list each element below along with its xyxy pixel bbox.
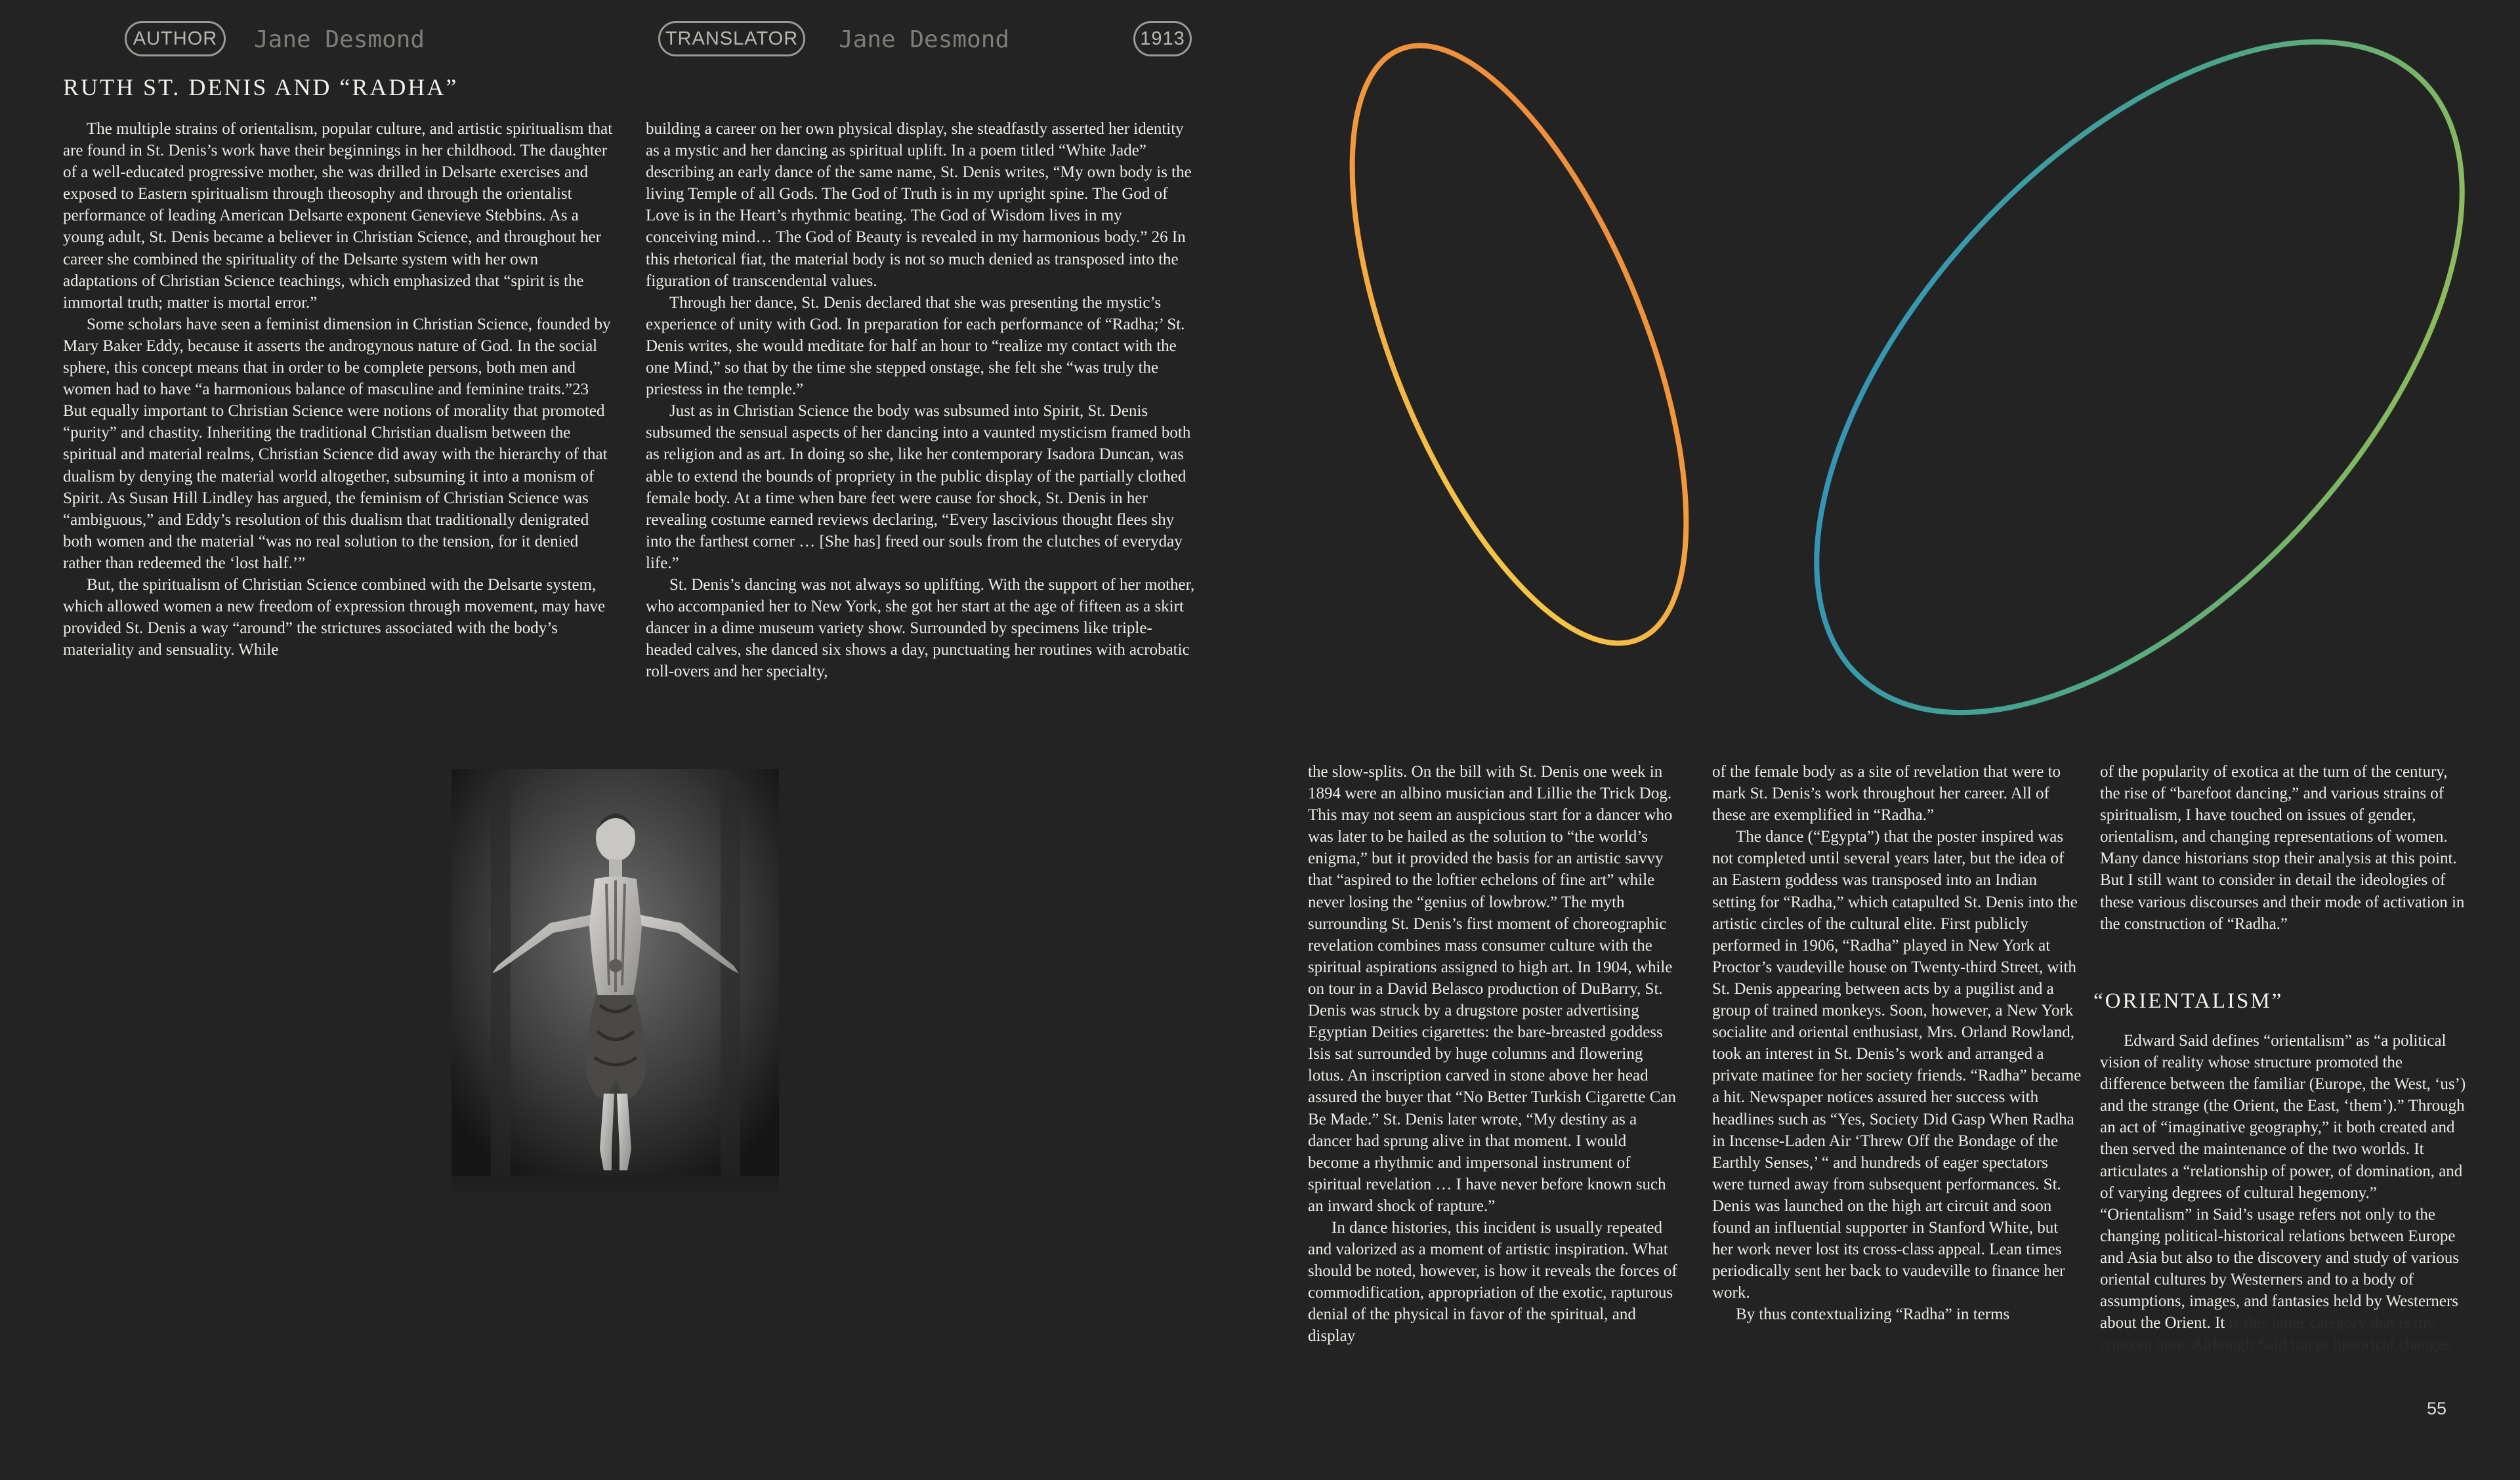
green-blue-ring — [1699, 0, 2520, 827]
paragraph: the slow-splits. On the bill with St. Denis one week in 1894 were an albino musician and Lillie the Trick Dog. This may not seem an auspicious start for a dancer who was later to be hailed as the solution to “the world’s enigma,” but it provided the basis for an artistic savvy that “aspired to the loftier echelons of fine art” while never losing the “genius of lowbrow.” The myth surrounding St. Denis’s first moment of choreographic revelation combines mass consumer culture with the spiritual aspirations assigned to high art. In 1904, while on tour in a David Belasco production of DuBarry, St. Denis was struck by a drugstore poster advertising Egyptian Deities cigarettes: the bare-breasted goddess Isis sat surrounded by huge columns and flowering lotus. An inscription carved in stone above her head assured the buyer that “No Better Turkish Cigarette Can Be Made.” St. Denis later wrote, “My destiny as a dancer had sprung alive in that moment. I would become a rhythmic and impersonal instrument of spiritual revelation … I have never before known such an inward shock of rapture.” — [1308, 763, 1676, 1215]
paragraph-faded-text: is this latter category that is my concern here. Although Said traces historical changes — [2100, 1314, 2452, 1354]
paragraph: In dance histories, this incident is usually repeated and valorized as a moment of artistic inspiration. What should be noted, however, is how it reveals the forces of commodification, appropriation of the exotic, rapturous denial of the physical in favor of the spiritual, and display — [1308, 1218, 1677, 1346]
text-column-5 — [2100, 761, 2469, 935]
text-column-3 — [1308, 761, 1677, 1347]
text-column-4 — [1712, 761, 2082, 1325]
paragraph-visible-text: Edward Said defines “orientalism” as “a political vision of reality whose structure promoted the difference between the familiar (Europe, the West, ‘us’) and the strange (the Orient, the East, ‘them’).” Through an act of “imaginative geography,” it both created and then served the maintenance of the two worlds. It articulates a “relationship of power, of domination, and of varying degrees of cultural hegemony.” “Orientalism” in Said’s usage refers not only to the changing political-historical relations between Europe and Asia but also to the discovery and study of various oriental cultures by Westerners and to a body of assumptions, images, and fantasies held by Westerners about the Orient. It — [2100, 1032, 2466, 1332]
paragraph: Through her dance, St. Denis declared that she was presenting the mystic’s experience of unity with God. In preparation for each performance of “Radha;’ St. Denis writes, she would meditate for half an hour to “realize my contact with the one Mind,” so that by the time she stepped onstage, she felt she “was truly the priestess in the temple.” — [646, 293, 1185, 399]
paragraph: of the female body as a site of revelation that were to mark St. Denis’s work throughout her career. All of these are exemplified in “Radha.” — [1712, 763, 2061, 825]
translator-badge: TRANSLATOR — [658, 21, 805, 56]
page-number: 55 — [2427, 1399, 2447, 1418]
author-name: Jane Desmond — [254, 26, 425, 53]
orange-ring — [1283, 2, 1755, 686]
paragraph: Some scholars have seen a feminist dimension in Christian Science, founded by Mary Baker Eddy, because it asserts the androgynous nature of God. In the social sphere, this concept means that in order to be complete persons, both men and women had to have “a harmonious balance of masculine and feminine traits.”23 But equally important to Christian Science were notions of morality that promoted “purity” and chastity. Inheriting the traditional Christian dualism between the spiritual and material realms, Christian Science did away with the hierarchy of that dualism by denying the material world altogether, subsuming it into a monism of Spirit. As Susan Hill Lindley has argued, the feminism of Christian Science was “ambiguous,” and Eddy’s resolution of this dualism that traditionally denigrated both women and the material “was no real solution to the tension, for it denied rather than redeemed the ‘lost half.’” — [63, 315, 611, 572]
paragraph: Just as in Christian Science the body was subsumed into Spirit, St. Denis subsumed the sensual aspects of her dancing into a vaunted mysticism framed both as religion and as art. In doing so she, like her contemporary Isadora Duncan, was able to extend the bounds of propriety in the public display of the partially clothed female body. At a time when bare feet were cause for shock, St. Denis in her revealing costume earned reviews declaring, “Every lascivious thought flees shy into the farthest corner … [She has] freed our souls from the clutches of everyday life.” — [646, 402, 1191, 572]
year-badge: 1913 — [1133, 21, 1192, 56]
text-column-5-continued — [2100, 1030, 2469, 1355]
paragraph: The dance (“Egypta”) that the poster inspired was not completed until several years later, but the idea of an Eastern goddess was transposed into an Indian setting for “Radha,” which catapulted St. Denis into the artistic circles of the cultural elite. First publicly performed in 1906, “Radha” played in New York at Proctor’s vaudeville house on Twenty-third Street, with St. Denis appearing between acts by a pugilist and a group of trained monkeys. Soon, however, a New York socialite and oriental enthusiast, Mrs. Orland Rowland, took an interest in St. Denis’s work and arranged a private matinee for her society friends. “Radha” became a hit. Newspaper notices assured her success with headlines such as “Yes, Society Did Gasp When Radha in Incense-Laden Air ‘Threw Off the Bondage of the Earthly Senses,’ “ and hundreds of eager spectators were turned away from subsequent performances. St. Denis was launched on the high art circuit and soon found an influential supporter in Stanford White, but her work never lost its cross-class appeal. Lean times periodically sent her back to vaudeville to finance her work. — [1712, 828, 2082, 1302]
paragraph: By thus contextualizing “Radha” in terms — [1736, 1305, 2010, 1324]
paragraph: But, the spiritualism of Christian Science combined with the Delsarte system, which allowed women a new freedom of expression through movement, may have provided St. Denis a way “around” the strictures associated with the body’s materiality and sensuality. While — [63, 575, 606, 659]
section-heading: “ORIENTALISM” — [2093, 989, 2284, 1013]
paragraph: building a career on her own physical display, she steadfastly asserted her identity as a mystic and her dancing as spiritual uplift. In a poem titled “White Jade” describing an early dance of the same name, St. Denis writes, “My own body is the living Temple of all Gods. The God of Truth is in my upright spine. The God of Love is in the Heart’s rhythmic beating. The God of Wisdom lives in my conceiving mind… The God of Beauty is revealed in my harmonious body.” 26 In this rhetorical fiat, the material body is not so much denied as transposed into the figuration of transcendental values. — [646, 120, 1192, 290]
author-badge: AUTHOR — [125, 21, 226, 56]
paragraph: of the popularity of exotica at the turn of the century, the rise of “barefoot dancing,” and various strains of spiritualism, I have touched on issues of gender, orientalism, and changing representations of women. Many dance historians stop their analysis at this point. But I still want to consider in detail the ideologies of these various discourses and their mode of activation in the construction of “Radha.” — [2100, 763, 2465, 933]
paragraph: St. Denis’s dancing was not always so uplifting. With the support of her mother, who accompanied her to New York, she got her start at the age of fifteen as a skirt dancer in a dime museum variety show. Surrounded by specimens like triple-headed calves, she danced six shows a day, punctuating her routines with acrobatic roll-overs and her specialty, — [646, 575, 1195, 681]
paragraph: The multiple strains of orientalism, popular culture, and artistic spiritualism that are found in St. Denis’s work have their beginnings in her childhood. The daughter of a well-educated progressive mother, she was drilled in Delsarte exercises and exposed to Eastern spiritualism through theosophy and through the orientalist performance of leading American Delsarte exponent Genevieve Stebbins. As a young adult, St. Denis became a believer in Christian Science, and throughout her career she combined the spirituality of the Delsarte system with her own adaptations of Christian Science teachings, which emphasized that “spirit is the immortal truth; matter is mortal error.” — [63, 120, 613, 312]
translator-name: Jane Desmond — [839, 26, 1010, 53]
page-title: RUTH ST. DENIS AND “RADHA” — [63, 74, 459, 100]
paragraph — [2100, 1030, 2469, 1355]
